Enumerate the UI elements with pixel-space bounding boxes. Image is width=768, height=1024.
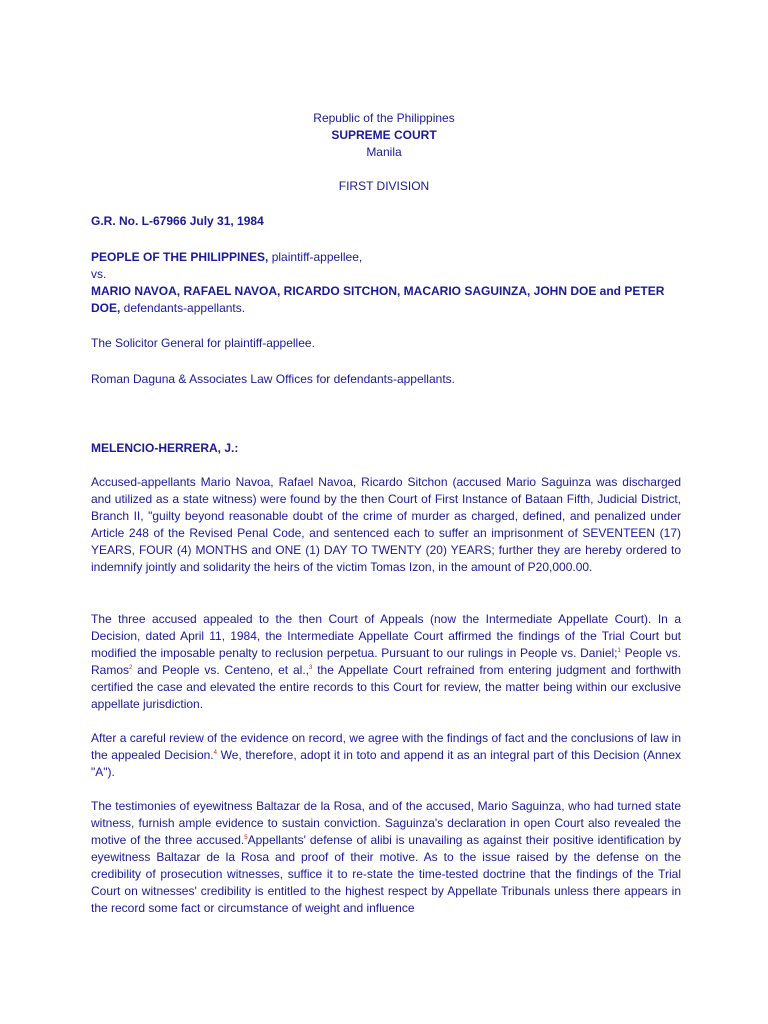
court-name: SUPREME COURT — [331, 128, 437, 142]
case-parties — [91, 249, 681, 317]
paragraph-4-text-a: The testimonies of eyewitness Baltazar de la Rosa, and of the accused, Mario Saguinza, who had turned state witness, furnish ample evidence to sustain conviction. Saguinza's declaration in open Court also revealed the motive of the three accused. — [91, 799, 681, 847]
footnote-ref-4[interactable]: 4 — [213, 750, 217, 756]
footnote-ref-5[interactable]: 5 — [244, 835, 248, 841]
plaintiff-name: PEOPLE OF THE PHILIPPINES, — [91, 250, 269, 264]
footnote-ref-1[interactable]: 1 — [617, 648, 621, 654]
footnote-ref-2[interactable]: 2 — [129, 665, 133, 671]
paragraph-2-text-b: People vs. Ramos — [91, 646, 681, 677]
paragraph-3 — [91, 730, 681, 781]
ponente: MELENCIO-HERRERA, J.: — [91, 441, 239, 455]
paragraph-4 — [91, 798, 681, 917]
plaintiff-line — [91, 249, 681, 266]
court-header — [0, 110, 768, 195]
defendants-names: MARIO NAVOA, RAFAEL NAVOA, RICARDO SITCHON, MACARIO SAGUINZA, JOHN DOE and PETER DOE, — [91, 284, 665, 315]
plaintiff-role: plaintiff-appellee, — [268, 250, 363, 264]
paragraph-2-text-a: The three accused appealed to the then Court of Appeals (now the Intermediate Appellate Court). In a Decision, dated April 11, 1984, the Intermediate Appellate Court affirmed the findings of the Trial Court but modified the imposable penalty to reclusion perpetua. Pursuant to our rulings in People vs. Daniel; — [91, 612, 681, 660]
defendants-line — [91, 283, 681, 317]
versus: vs. — [91, 267, 107, 281]
paragraph-4-text-b: Appellants' defense of alibi is unavailing as against their positive identification by eyewitness Baltazar de la Rosa and proof of their motive. As to the issue raised by the defense on the credibility of prosecution witnesses, suffice it to re-state the time-tested doctrine that the findings of the Trial Court on witnesses' credibility is entitled to the highest respect by Appellate Tribunals unless there appears in the record some fact or circumstance of weight and influence — [91, 833, 681, 915]
paragraph-3-text-a: After a careful review of the evidence on record, we agree with the findings of fact and the conclusions of law in the appealed Decision. — [91, 731, 681, 762]
case-number: G.R. No. L-67966 July 31, 1984 — [91, 214, 264, 228]
counsel-plaintiff: The Solicitor General for plaintiff-appellee. — [91, 336, 315, 350]
paragraph-2 — [91, 611, 681, 713]
counsel-defendants: Roman Daguna & Associates Law Offices for defendants-appellants. — [91, 372, 455, 386]
court-city: Manila — [366, 145, 402, 159]
republic-line: Republic of the Philippines — [313, 111, 455, 125]
paragraph-3-text-b: We, therefore, adopt it in toto and append it as an integral part of this Decision (Annex "A"). — [91, 748, 681, 779]
paragraph-2-text-c: and People vs. Centeno, et al., — [132, 663, 309, 677]
paragraph-2-text-d: the Appellate Court refrained from entering judgment and forthwith certified the case and elevated the entire records to this Court for review, the matter being within our exclusive appellate jurisdiction. — [91, 663, 681, 711]
footnote-ref-3[interactable]: 3 — [309, 665, 313, 671]
paragraph-1: Accused-appellants Mario Navoa, Rafael Navoa, Ricardo Sitchon (accused Mario Saguinza was discharged and utilized as a state witness) were found by the then Court of First Instance of Bataan Fifth, Judicial District, Branch II, "guilty beyond reasonable doubt of the crime of murder as charged, defined, and penalized under Article 248 of the Revised Penal Code, and sentenced each to suffer an imprisonment of SEVENTEEN (17) YEARS, FOUR (4) MONTHS and ONE (1) DAY TO TWENTY (20) YEARS; further they are hereby ordered to indemnify jointly and solidarity the heirs of the victim Tomas Izon, in the amount of P20,000.00. — [91, 475, 681, 574]
division-name: FIRST DIVISION — [338, 179, 430, 193]
defendants-role: defendants-appellants. — [120, 301, 246, 315]
